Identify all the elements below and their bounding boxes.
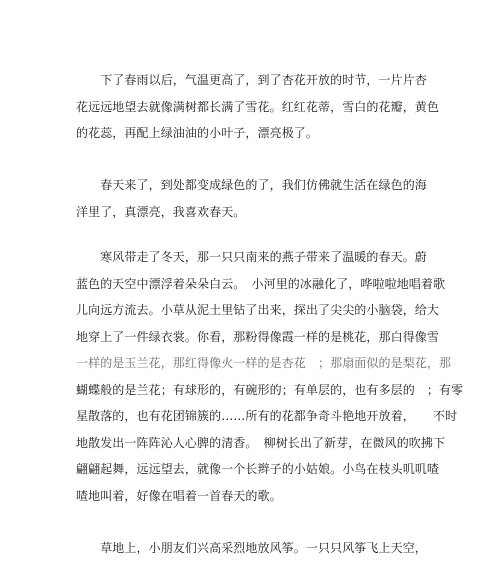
text-line: 春天来了，到处都变成绿色的了，我们仿佛就生活在绿色的海 (76, 178, 427, 192)
text-line: 草地上，小朋友们兴高采烈地放风筝。一只只风筝飞上天空， (76, 541, 427, 555)
text-line: 蝴蝶般的是兰花；有球形的，有碗形的；有单层的，也有多层的 ；有零 (76, 382, 464, 397)
text-line: 地散发出一阵阵沁人心脾的清香。 柳树长出了新芽，在微风的吹拂下 (76, 435, 446, 450)
text-line: 寒风带走了冬天，那一只只南来的燕子带来了温暖的春天。蔚 (76, 250, 427, 264)
paragraph-green-spring (76, 172, 436, 225)
text-line: 星散落的，也有花团锦簇的……所有的花都争奇斗艳地开放着， 不时 (76, 409, 458, 423)
text-line: 花远远地望去就像满树都长满了雪花。红红花蒂，雪白的花瓣，黄色 (76, 99, 440, 114)
text-line: 蓝色的天空中漂浮着朵朵白云。 小河里的冰融化了，哗啦啦地唱着歌 (76, 276, 446, 291)
text-line: 儿向远方流去。小草从泥土里钻了出来，探出了尖尖的小脑袋，给大 (76, 303, 440, 317)
paragraph-swallows-spring (76, 244, 464, 509)
text-line: 翩翩起舞，远远望去，就像一个长辫子的小姑娘。小鸟在枝头叽叽喳 (76, 462, 440, 476)
paragraph-apricot-blossom (76, 67, 440, 147)
text-line: 一样的是玉兰花，那红得像火一样的是杏花 ；那扇面似的是梨花，那 (76, 356, 452, 370)
text-line: 下了春雨以后，气温更高了，到了杏花开放的时节，一片片杏 (76, 73, 427, 87)
paragraph-kites (76, 535, 436, 562)
text-line: 喳地叫着，好像在唱着一首春天的歌。 (76, 488, 282, 503)
text-line: 地穿上了一件绿衣裳。你看，那粉得像霞一样的是桃花，那白得像雪 (76, 329, 440, 344)
text-line: 洋里了，真漂亮，我喜欢春天。 (76, 204, 246, 219)
text-line: 的花蕊，再配上绿油油的小叶子，漂亮极了。 (76, 126, 319, 140)
